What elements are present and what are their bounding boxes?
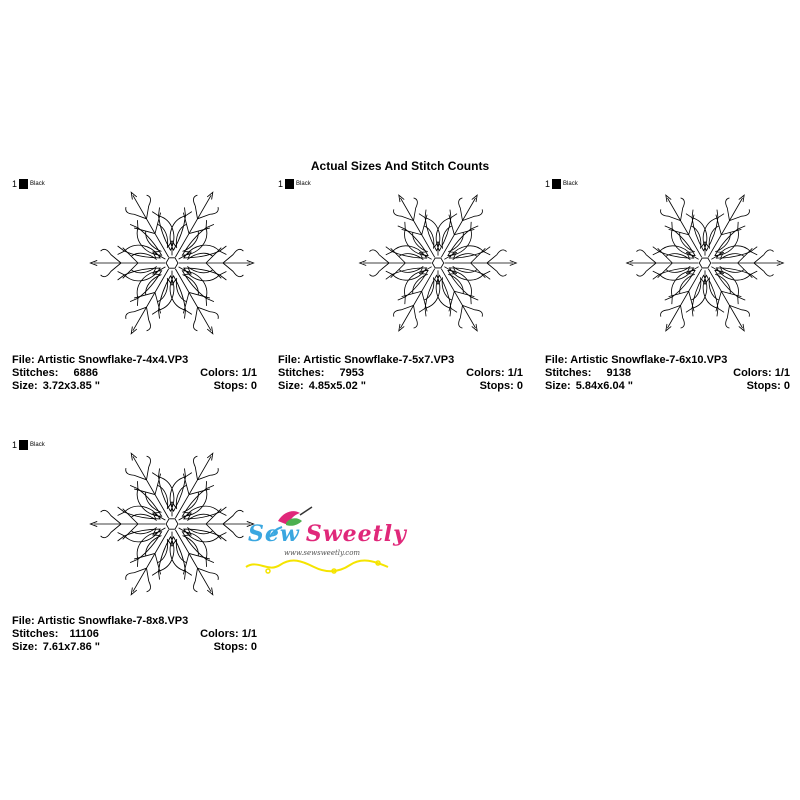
colors-value: 1/1 (241, 367, 257, 379)
stitches-value: 7953 (339, 367, 365, 379)
design-info (12, 354, 257, 393)
stops-label: Stops: (746, 380, 781, 392)
swatch-color-name: Black (30, 181, 45, 187)
size-label: Size: (545, 380, 571, 392)
swatch-color-name: Black (563, 181, 578, 187)
design-info (545, 354, 790, 393)
size-value: 3.72x3.85 " (42, 380, 100, 392)
swatch-number: 1 (278, 179, 284, 189)
stitches-label: Stitches: (545, 367, 592, 379)
color-swatch (545, 178, 578, 190)
swatch-color-name: Black (30, 442, 45, 448)
colors-label: Colors: (200, 628, 239, 640)
snowflake-preview (87, 178, 257, 348)
snowflake-preview (353, 178, 523, 348)
swatch-number: 1 (545, 179, 551, 189)
stops-label: Stops: (213, 380, 248, 392)
swatch-color-box (19, 440, 28, 450)
stitches-value: 6886 (73, 367, 99, 379)
stitches-value: 9138 (606, 367, 632, 379)
size-value: 7.61x7.86 " (42, 641, 100, 653)
size-value: 4.85x5.02 " (308, 380, 366, 392)
colors-label: Colors: (466, 367, 505, 379)
color-swatch (12, 439, 45, 451)
brand-url: www.sewsweetly.com (284, 549, 361, 557)
swatch-number: 1 (12, 179, 18, 189)
size-value: 5.84x6.04 " (575, 380, 633, 392)
size-label: Size: (278, 380, 304, 392)
stops-value: 0 (250, 641, 257, 653)
file-name: File: Artistic Snowflake-7-4x4.VP3 (12, 354, 189, 366)
size-label: Size: (12, 641, 38, 653)
stitches-label: Stitches: (12, 628, 59, 640)
brand-logo (238, 503, 407, 581)
design-info (12, 615, 257, 654)
colors-value: 1/1 (774, 367, 790, 379)
colors-label: Colors: (200, 367, 239, 379)
stitches-label: Stitches: (278, 367, 325, 379)
swatch-number: 1 (12, 440, 18, 450)
stops-label: Stops: (479, 380, 514, 392)
swatch-color-box (285, 179, 294, 189)
colors-label: Colors: (733, 367, 772, 379)
colors-value: 1/1 (241, 628, 257, 640)
stops-value: 0 (783, 380, 790, 392)
color-swatch (278, 178, 311, 190)
swatch-color-name: Black (296, 181, 311, 187)
stops-value: 0 (250, 380, 257, 392)
swatch-color-box (19, 179, 28, 189)
file-name: File: Artistic Snowflake-7-6x10.VP3 (545, 354, 728, 366)
snowflake-preview (620, 178, 790, 348)
size-label: Size: (12, 380, 38, 392)
stops-value: 0 (516, 380, 523, 392)
swatch-color-box (552, 179, 561, 189)
stitches-value: 11106 (69, 628, 99, 640)
snowflake-preview (87, 439, 257, 609)
brand-word-sew: Sew (248, 521, 300, 547)
stitches-label: Stitches: (12, 367, 59, 379)
page-title: Actual Sizes And Stitch Counts (310, 159, 490, 173)
design-info (278, 354, 523, 393)
color-swatch (12, 178, 45, 190)
file-name: File: Artistic Snowflake-7-5x7.VP3 (278, 354, 455, 366)
colors-value: 1/1 (507, 367, 523, 379)
brand-name (248, 521, 407, 547)
stops-label: Stops: (213, 641, 248, 653)
file-name: File: Artistic Snowflake-7-8x8.VP3 (12, 615, 189, 627)
brand-word-sweetly: Sweetly (305, 521, 407, 547)
